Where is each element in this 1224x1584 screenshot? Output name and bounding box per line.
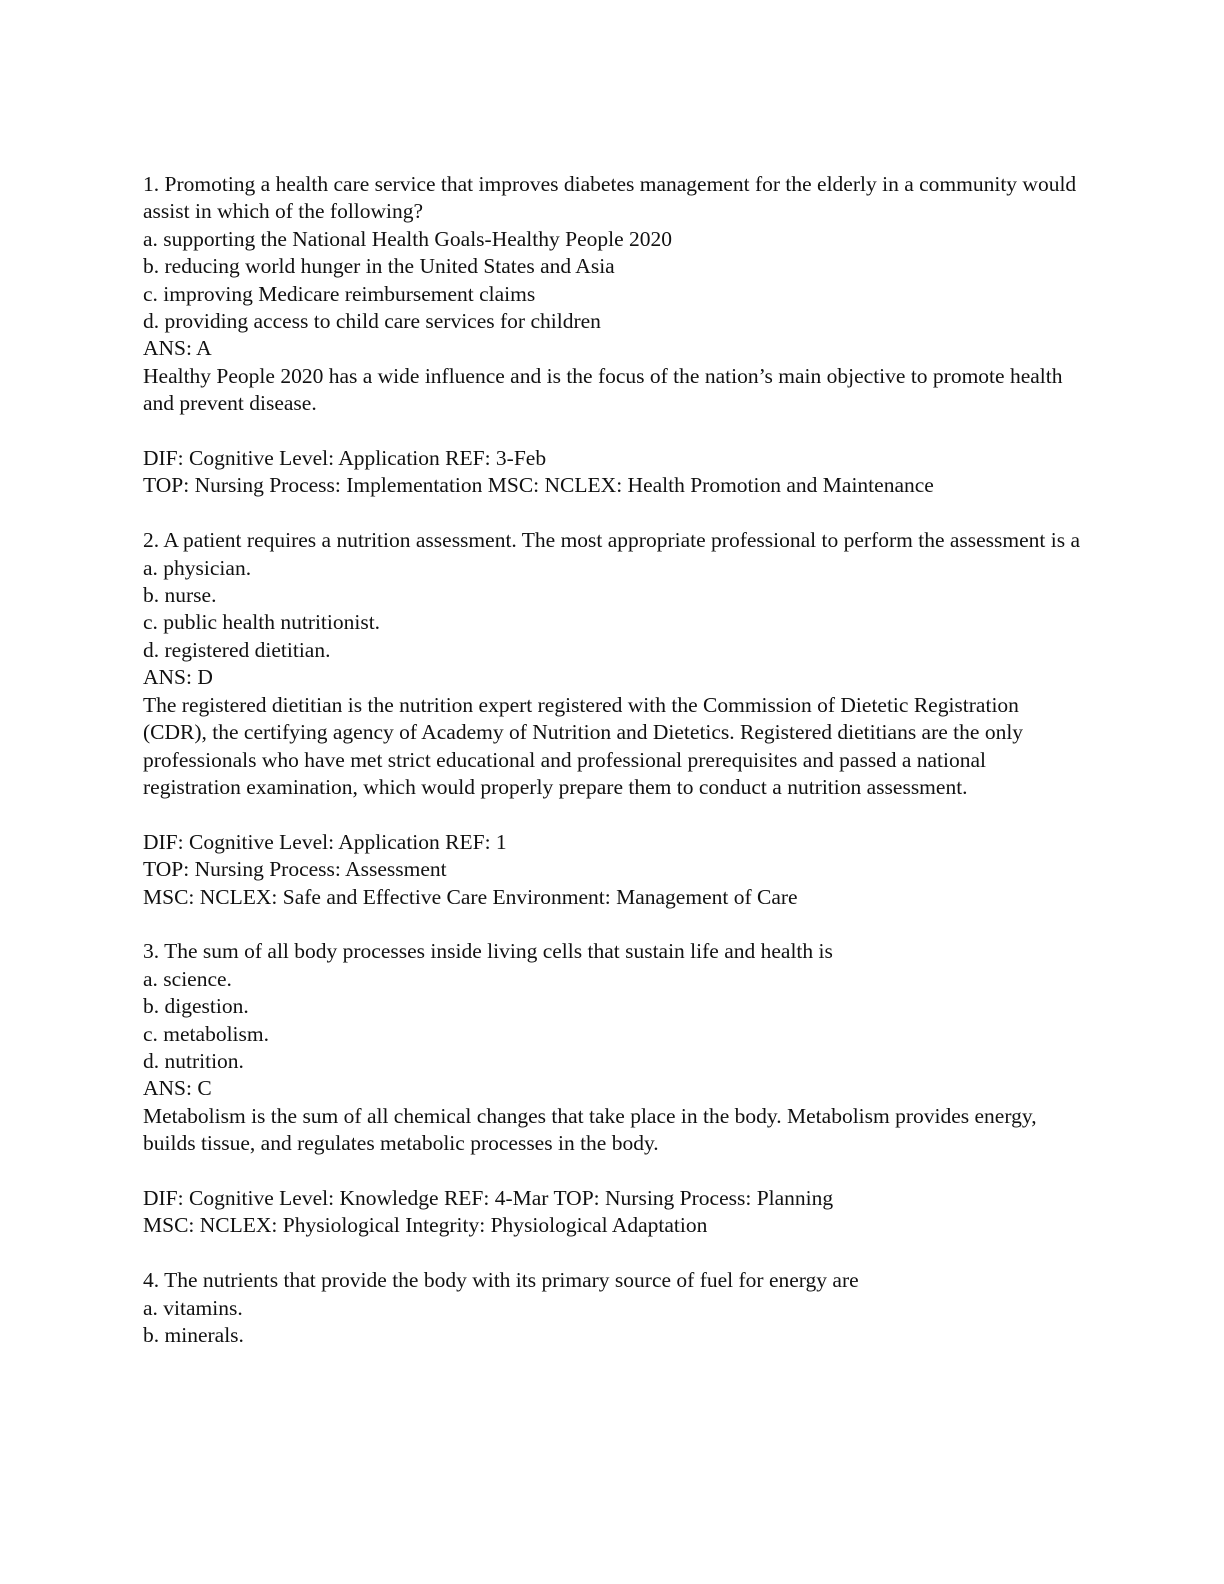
- meta-line: DIF: Cognitive Level: Knowledge REF: 4-Mar TOP: Nursing Process: Planning: [143, 1185, 834, 1210]
- spacer: [143, 911, 1083, 938]
- rationale: The registered dietitian is the nutrition expert registered with the Commission of Dietetic Registration (CDR), the certifying agency of Academy of Nutrition and Dietetics. Registered dietitians are the only professionals who have met strict educational and professional prerequisites and passed a national registration examination, which would properly prepare them to conduct a nutrition assessment.: [143, 692, 1024, 799]
- document-page: [143, 171, 1083, 1349]
- question-3: [143, 938, 1083, 1239]
- option-b: b. reducing world hunger in the United States and Asia: [143, 254, 615, 279]
- meta-line: MSC: NCLEX: Physiological Integrity: Physiological Adaptation: [143, 1213, 708, 1238]
- answer: ANS: A: [143, 336, 212, 361]
- option-b: b. nurse.: [143, 583, 217, 608]
- option-d: d. providing access to child care services for children: [143, 309, 601, 334]
- option-c: c. metabolism.: [143, 1021, 269, 1046]
- option-a: a. supporting the National Health Goals-Healthy People 2020: [143, 226, 673, 251]
- spacer: [143, 1158, 1083, 1185]
- meta-line: TOP: Nursing Process: Assessment: [143, 857, 447, 882]
- question-4: [143, 1267, 1083, 1349]
- meta-line: DIF: Cognitive Level: Application REF: 3-Feb: [143, 446, 547, 471]
- spacer: [143, 1240, 1083, 1267]
- option-a: a. physician.: [143, 555, 252, 580]
- answer: ANS: D: [143, 665, 213, 690]
- question-stem: 3. The sum of all body processes inside living cells that sustain life and health is: [143, 939, 833, 964]
- question-2: [143, 527, 1083, 911]
- option-b: b. digestion.: [143, 994, 249, 1019]
- meta-line: DIF: Cognitive Level: Application REF: 1: [143, 829, 507, 854]
- question-1: [143, 171, 1083, 500]
- question-stem: 1. Promoting a health care service that improves diabetes management for the elderly in a community would assist in which of the following?: [143, 172, 1077, 224]
- answer: ANS: C: [143, 1076, 212, 1101]
- question-stem: 4. The nutrients that provide the body with its primary source of fuel for energy are: [143, 1268, 859, 1293]
- meta-line: TOP: Nursing Process: Implementation MSC: NCLEX: Health Promotion and Maintenance: [143, 473, 934, 498]
- spacer: [143, 418, 1083, 445]
- spacer: [143, 801, 1083, 828]
- option-b: b. minerals.: [143, 1322, 244, 1347]
- option-a: a. science.: [143, 966, 232, 991]
- option-a: a. vitamins.: [143, 1295, 243, 1320]
- option-c: c. public health nutritionist.: [143, 610, 381, 635]
- rationale: Metabolism is the sum of all chemical changes that take place in the body. Metabolism provides energy, builds tissue, and regulates metabolic processes in the body.: [143, 1103, 1037, 1156]
- option-c: c. improving Medicare reimbursement claims: [143, 281, 536, 306]
- spacer: [143, 500, 1083, 527]
- option-d: d. registered dietitian.: [143, 637, 331, 662]
- question-stem: 2. A patient requires a nutrition assessment. The most appropriate professional to perform the assessment is a: [143, 528, 1081, 553]
- rationale: Healthy People 2020 has a wide influence and is the focus of the nation’s main objective to promote health and prevent disease.: [143, 363, 1063, 416]
- option-d: d. nutrition.: [143, 1048, 244, 1073]
- meta-line: MSC: NCLEX: Safe and Effective Care Environment: Management of Care: [143, 884, 798, 909]
